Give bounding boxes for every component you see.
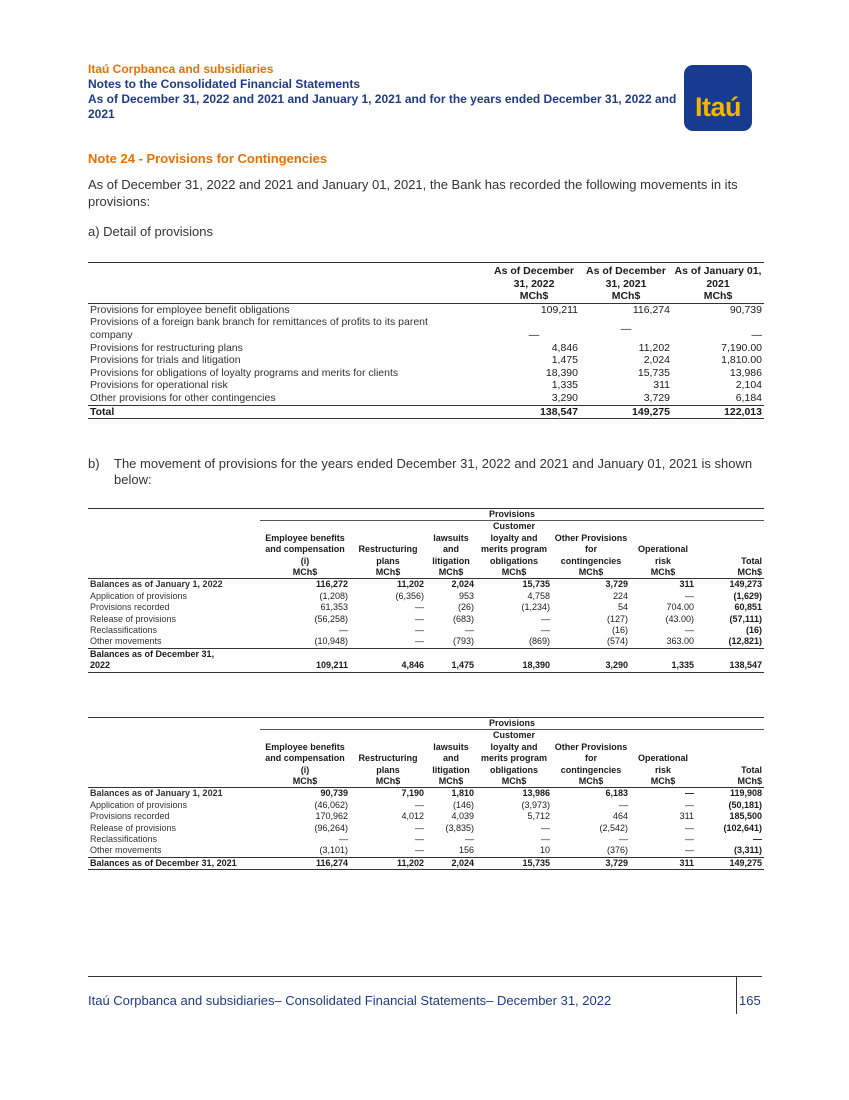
cell-value: — [685, 799, 694, 810]
unit: MCh$ [476, 776, 552, 788]
unit: MCh$ [630, 776, 696, 788]
cell-value: (56,258) [314, 613, 348, 624]
section-b-label: b) [88, 456, 100, 471]
page-number: 165 [739, 993, 761, 1008]
unit: MCh$ [552, 776, 630, 788]
blank [88, 730, 260, 776]
cell-value: (12,821) [728, 636, 762, 647]
cell-value: (46,062) [314, 799, 348, 810]
col-header: Operational risk [637, 753, 688, 775]
cell-value: — [685, 788, 694, 799]
total-value: 122,013 [672, 405, 764, 419]
cell-value: (683) [452, 613, 474, 624]
cell-value: — [415, 625, 424, 636]
cell-value: 7,190.00 [721, 341, 762, 354]
row-label: Provisions recorded [90, 811, 170, 822]
cell-value: 90,739 [729, 303, 762, 316]
table-row [88, 845, 764, 857]
unit: MCh$ [696, 776, 764, 788]
blank [88, 567, 260, 579]
cell-value: 1,810.00 [721, 354, 762, 367]
row-label: Balances as of January 1, 2021 [90, 788, 223, 799]
t1-unit-blank [88, 290, 488, 303]
cell-value: — [541, 625, 550, 636]
blank [88, 776, 260, 788]
t1-unit: MCh$ [488, 290, 580, 303]
table-row [88, 811, 764, 822]
cell-value: 54 [617, 602, 628, 613]
cell-value: (3,311) [733, 845, 762, 856]
unit: MCh$ [426, 567, 476, 579]
col-header: Restructuring plans [358, 753, 418, 775]
t1-unit: MCh$ [580, 290, 672, 303]
cell-value: (1,208) [319, 590, 348, 601]
t1-unit: MCh$ [672, 290, 764, 303]
note-title: Note 24 - Provisions for Contingencies [88, 151, 328, 166]
col-header: Customer loyalty and merits program obligations [480, 521, 548, 566]
blank [88, 521, 260, 567]
cell-value: (3,101) [319, 845, 348, 856]
cell-value: 11,202 [350, 857, 426, 869]
table-row [88, 579, 764, 591]
cell-value: (127) [606, 613, 628, 624]
table-row [88, 354, 764, 367]
t1-header-blank [88, 263, 488, 291]
cell-value: (3,973) [521, 799, 550, 810]
cell-value: 311 [679, 579, 694, 590]
row-label: Provisions for employee benefit obligations [90, 303, 290, 316]
itau-logo [684, 65, 752, 131]
footer-text: Itaú Corpbanca and subsidiaries– Consolidated Financial Statements– December 31, 2022 [88, 993, 612, 1008]
t1-col-header: As of January 01, 2021 [674, 265, 762, 290]
cell-value: (3,835) [445, 822, 474, 833]
group-header: Provisions [260, 509, 764, 521]
cell-value: 1,335 [551, 379, 578, 392]
cell-value: 18,390 [476, 648, 552, 672]
cell-value: (10,948) [314, 636, 348, 647]
cell-value: — [619, 799, 628, 810]
row-label: Balances as of December 31, 2022 [88, 648, 260, 672]
group-header: Provisions [260, 718, 764, 730]
cell-value: — [541, 822, 550, 833]
cell-value: (574) [606, 636, 628, 647]
cell-value: 704.00 [666, 602, 694, 613]
table-row [88, 591, 764, 602]
cell-value: 149,275 [696, 857, 764, 869]
col-header: Other Provisions for contingencies [554, 532, 628, 566]
cell-value: — [528, 328, 540, 341]
cell-value: — [619, 834, 628, 845]
movements-2021-table [88, 717, 764, 870]
cell-value: 311 [630, 857, 696, 869]
cell-value: 185,500 [729, 811, 762, 822]
table-row [88, 367, 764, 380]
section-a-heading: a) Detail of provisions [88, 224, 213, 239]
cell-value: 116,272 [315, 579, 348, 590]
cell-value: 1,810 [451, 788, 474, 799]
col-header: Total [741, 555, 762, 566]
col-header: lawsuits and litigation [432, 532, 470, 566]
table-row [88, 342, 764, 355]
t1-col-header: As of December 31, 2022 [494, 265, 574, 290]
col-header: Operational risk [637, 544, 688, 566]
closing-balance-row [88, 648, 764, 672]
cell-value: 170,962 [315, 811, 348, 822]
cell-value: 4,012 [401, 811, 424, 822]
row-label: Provisions of a foreign bank branch for remittances of profits to its parent company [90, 316, 428, 341]
col-header: Customer loyalty and merits program obligations [480, 730, 548, 775]
cell-value: 1,475 [551, 354, 578, 367]
cell-value: — [753, 834, 762, 845]
unit: MCh$ [476, 567, 552, 579]
unit: MCh$ [552, 567, 630, 579]
cell-value: (102,641) [723, 822, 762, 833]
cell-value: (869) [528, 636, 550, 647]
cell-value: — [415, 845, 424, 856]
cell-value: 2,024 [643, 354, 670, 367]
cell-value: 13,986 [729, 366, 762, 379]
unit: MCh$ [350, 776, 426, 788]
cell-value: (96,264) [314, 822, 348, 833]
unit: MCh$ [260, 776, 350, 788]
cell-value: 4,846 [551, 341, 578, 354]
logo-text: Itaú [694, 92, 741, 122]
cell-value: 138,547 [696, 648, 764, 672]
cell-value: — [685, 834, 694, 845]
unit: MCh$ [696, 567, 764, 579]
company-name: Itaú Corpbanca and subsidiaries [88, 62, 274, 76]
cell-value: 4,039 [451, 811, 474, 822]
cell-value: — [685, 822, 694, 833]
table-row [88, 602, 764, 613]
row-label: Release of provisions [90, 822, 177, 833]
cell-value: (50,181) [728, 799, 762, 810]
movements-2022-table [88, 508, 764, 673]
header-period: As of December 31, 2022 and 2021 and January 1, 2021 and for the years ended December 31, 2022 and 2021 [88, 92, 677, 121]
cell-value: 224 [612, 590, 628, 601]
cell-value: 116,274 [260, 857, 350, 869]
cell-value: 15,735 [637, 366, 670, 379]
cell-value: — [541, 613, 550, 624]
cell-value: — [415, 822, 424, 833]
cell-value: 1,475 [426, 648, 476, 672]
cell-value: — [415, 834, 424, 845]
cell-value: — [751, 328, 762, 341]
cell-value: 149,273 [729, 579, 762, 590]
table-row [88, 303, 764, 316]
row-label: Reclassifications [90, 625, 158, 636]
table-row [88, 379, 764, 392]
cell-value: (1,629) [733, 590, 762, 601]
row-label: Application of provisions [90, 799, 188, 810]
col-header: Total [741, 764, 762, 775]
col-header: Other Provisions for contingencies [554, 741, 628, 775]
document-header [88, 62, 678, 122]
cell-value: (376) [606, 845, 628, 856]
table-row [88, 625, 764, 636]
table-row [88, 316, 764, 341]
cell-value: 10 [539, 845, 550, 856]
cell-value: 2,024 [451, 579, 474, 590]
total-label: Total [88, 405, 488, 419]
cell-value: 11,202 [396, 579, 424, 590]
table-row [88, 788, 764, 800]
row-label: Provisions for obligations of loyalty programs and merits for clients [90, 366, 399, 379]
cell-value: 15,735 [522, 579, 550, 590]
cell-value: — [415, 636, 424, 647]
row-label: Balances as of January 1, 2022 [90, 579, 223, 590]
table-row [88, 800, 764, 811]
table-row [88, 392, 764, 405]
cell-value: 3,729 [580, 392, 672, 405]
cell-value: 18,390 [545, 366, 578, 379]
cell-value: 2,104 [735, 379, 762, 392]
cell-value: — [415, 613, 424, 624]
section-b-heading [88, 456, 764, 488]
blank [88, 718, 260, 730]
col-header: Restructuring plans [358, 544, 418, 566]
cell-value: (16) [745, 625, 762, 636]
footer-page-divider [736, 976, 737, 1014]
row-label: Other provisions for other contingencies [88, 392, 488, 405]
unit: MCh$ [350, 567, 426, 579]
table-row [88, 636, 764, 648]
unit: MCh$ [260, 567, 350, 579]
cell-value: 3,729 [552, 857, 630, 869]
cell-value: 109,211 [260, 648, 350, 672]
header-subtitle: Notes to the Consolidated Financial Statements [88, 77, 361, 91]
cell-value: (16) [611, 625, 628, 636]
provisions-detail-table [88, 262, 764, 419]
cell-value: 7,190 [401, 788, 424, 799]
cell-value: 5,712 [527, 811, 550, 822]
cell-value: 4,846 [350, 648, 426, 672]
row-label: Other movements [90, 636, 162, 647]
cell-value: 119,908 [729, 788, 762, 799]
cell-value: (6,356) [395, 590, 424, 601]
cell-value: — [685, 590, 694, 601]
row-label: Balances as of December 31, 2021 [88, 857, 260, 869]
row-label: Provisions for operational risk [90, 379, 228, 392]
cell-value: — [685, 625, 694, 636]
unit: MCh$ [630, 567, 696, 579]
cell-value: 3,290 [488, 392, 580, 405]
cell-value: 11,202 [638, 341, 670, 354]
cell-value: — [339, 625, 348, 636]
cell-value: (26) [457, 602, 474, 613]
table-row [88, 834, 764, 845]
row-label: Release of provisions [90, 613, 177, 624]
cell-value: 311 [653, 379, 670, 392]
total-row [88, 405, 764, 419]
section-b-text: The movement of provisions for the years ended December 31, 2022 and 2021 and January 01, 2021 is shown below: [114, 456, 753, 487]
cell-value: 953 [458, 590, 474, 601]
col-header: Employee benefits and compensation (i) [265, 532, 345, 566]
cell-value: 109,211 [540, 303, 578, 316]
cell-value: 156 [458, 845, 474, 856]
intro-paragraph: As of December 31, 2022 and 2021 and January 01, 2021, the Bank has recorded the following movements in its provisions: [88, 177, 738, 209]
row-label: Provisions recorded [90, 602, 170, 613]
cell-value: (793) [452, 636, 474, 647]
row-label: Provisions for restructuring plans [90, 341, 243, 354]
cell-value: (57,111) [729, 613, 762, 624]
cell-value: — [415, 602, 424, 613]
cell-value: 6,184 [672, 392, 764, 405]
table-row [88, 823, 764, 834]
cell-value: — [465, 625, 474, 636]
cell-value: (1,234) [521, 602, 550, 613]
unit: MCh$ [426, 776, 476, 788]
table-row [88, 614, 764, 625]
row-label: Provisions for trials and litigation [90, 354, 241, 367]
cell-value: 3,729 [605, 579, 628, 590]
cell-value: 363.00 [666, 636, 694, 647]
cell-value: 311 [679, 811, 694, 822]
blank [88, 509, 260, 521]
footer-divider [88, 976, 762, 977]
cell-value: (2,542) [599, 822, 628, 833]
total-value: 138,547 [488, 405, 580, 419]
cell-value: 4,758 [527, 590, 550, 601]
t1-col-header: As of December 31, 2021 [586, 265, 666, 290]
cell-value: — [465, 834, 474, 845]
cell-value: 90,739 [320, 788, 348, 799]
cell-value: 1,335 [630, 648, 696, 672]
col-header: lawsuits and litigation [432, 741, 470, 775]
col-header: Employee benefits and compensation (i) [265, 741, 345, 775]
cell-value: — [339, 834, 348, 845]
cell-value: — [685, 845, 694, 856]
cell-value: 15,735 [476, 857, 552, 869]
closing-balance-row [88, 857, 764, 869]
cell-value: — [415, 799, 424, 810]
cell-value: 61,353 [320, 602, 348, 613]
cell-value: — [620, 322, 632, 335]
row-label: Other movements [90, 845, 162, 856]
cell-value: (146) [452, 799, 474, 810]
cell-value: 464 [612, 811, 628, 822]
cell-value: 116,274 [632, 303, 670, 316]
cell-value: 60,851 [734, 602, 762, 613]
total-value: 149,275 [580, 405, 672, 419]
row-label: Application of provisions [90, 590, 188, 601]
cell-value: 13,986 [522, 788, 550, 799]
row-label: Reclassifications [90, 834, 158, 845]
cell-value: 2,024 [426, 857, 476, 869]
cell-value: (43.00) [665, 613, 694, 624]
cell-value: 6,183 [605, 788, 628, 799]
cell-value: — [541, 834, 550, 845]
cell-value: 3,290 [552, 648, 630, 672]
